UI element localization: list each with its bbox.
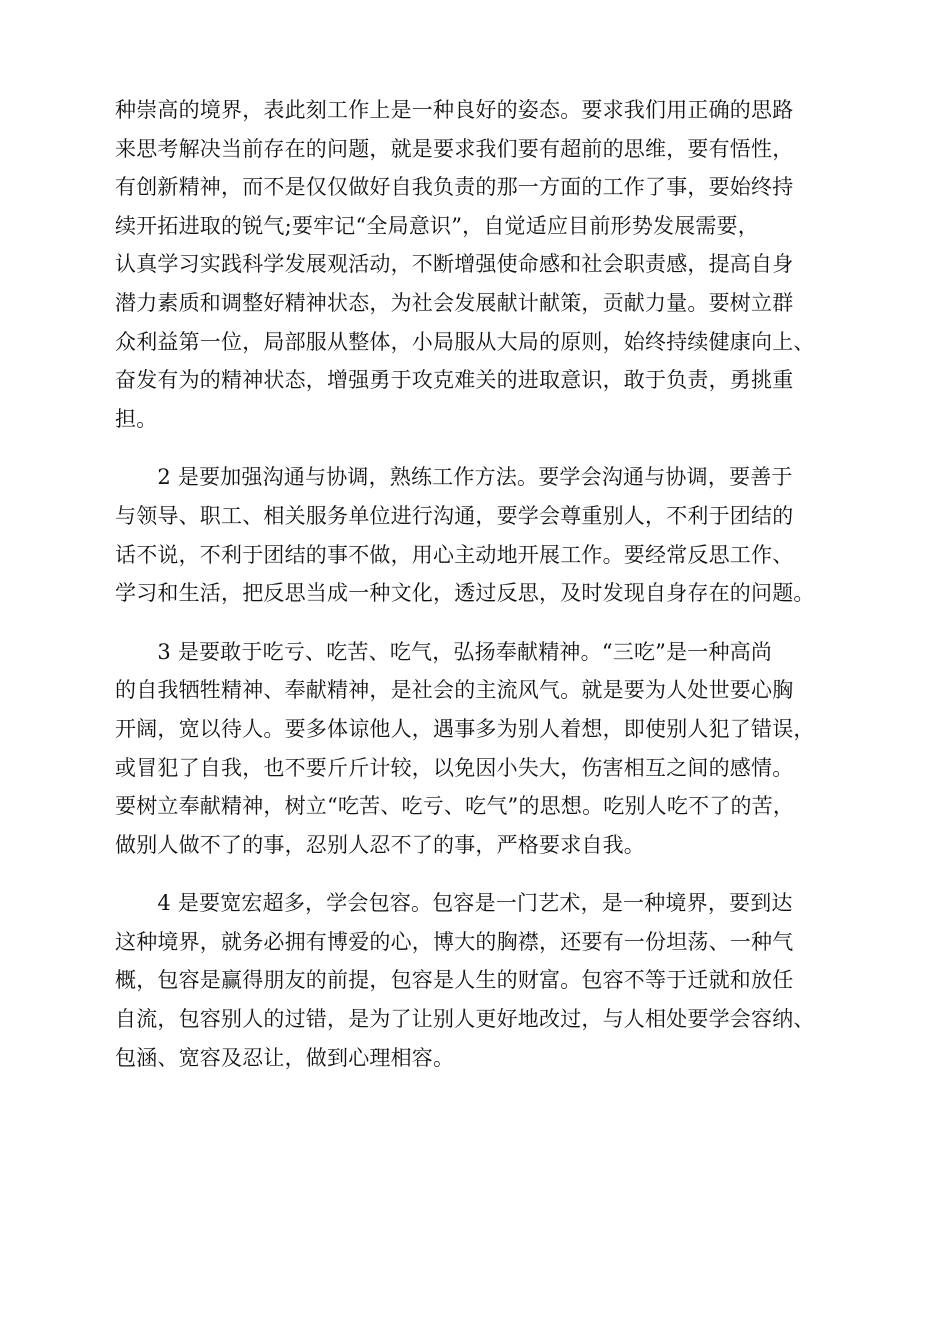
text-line: 包涵、宽容及忍让，做到心理相容。 (115, 1045, 455, 1070)
text-line: 潜力素质和调整好精神状态，为社会发展献计献策，贡献力量。要树立群 (115, 290, 794, 315)
text-line: 4 是要宽宏超多，学会包容。包容是一门艺术，是一种境界，要到达 (115, 891, 793, 916)
text-line: 要树立奉献精神，树立“吃苦、吃亏、吃气”的思想。吃别人吃不了的苦， (115, 794, 795, 819)
text-line: 做别人做不了的事，忍别人忍不了的事，严格要求自我。 (115, 832, 645, 857)
text-line: 3 是要敢于吃亏、吃苦、吃气，弘扬奉献精神。“三吃”是一种高尚 (115, 639, 773, 664)
text-line: 有创新精神，而不是仅仅做好自我负责的那一方面的工作了事，要始终持 (115, 175, 794, 200)
document-body (115, 91, 855, 1077)
text-line: 话不说，不利于团结的事不做，用心主动地开展工作。要经常反思工作、 (115, 542, 794, 567)
text-line: 认真学习实践科学发展观活动，不断增强使命感和社会职责感，提高自身 (115, 252, 794, 277)
text-line: 的自我牺牲精神、奉献精神，是社会的主流风气。就是要为人处世要心胸 (115, 678, 794, 703)
paragraph-1 (115, 91, 855, 438)
text-line: 种崇高的境界，表此刻工作上是一种良好的姿态。要求我们用正确的思路 (115, 98, 794, 122)
text-line: 担。 (115, 406, 158, 431)
text-line: 众利益第一位，局部服从整体，小局服从大局的原则，始终持续健康向上、 (115, 329, 815, 354)
paragraph-spacer (115, 613, 855, 633)
paragraph-4 (115, 884, 855, 1077)
text-line: 2 是要加强沟通与协调，熟练工作方法。要学会沟通与协调，要善于 (115, 465, 793, 490)
text-line: 概，包容是赢得朋友的前提，包容是人生的财富。包容不等于迁就和放任 (115, 968, 794, 993)
text-line: 或冒犯了自我，也不要斤斤计较，以免因小失大，伤害相互之间的感情。 (115, 755, 794, 780)
text-line: 来思考解决当前存在的问题，就是要求我们要有超前的思维，要有悟性， (115, 136, 794, 161)
text-line: 续开拓进取的锐气;要牢记“全局意识”，自觉适应目前形势发展需要， (115, 213, 759, 238)
paragraph-3 (115, 633, 855, 865)
paragraph-spacer (115, 864, 855, 884)
text-line: 这种境界，就务必拥有博爱的心，博大的胸襟，还要有一份坦荡、一种气 (115, 929, 794, 954)
text-line: 与领导、职工、相关服务单位进行沟通，要学会尊重别人，不利于团结的 (115, 503, 794, 528)
text-line: 开阔，宽以待人。要多体谅他人，遇事多为别人着想，即使别人犯了错误， (115, 716, 815, 741)
text-line: 奋发有为的精神状态，增强勇于攻克难关的进取意识，敢于负责，勇挑重 (115, 368, 794, 393)
paragraph-2 (115, 458, 855, 612)
text-line: 学习和生活，把反思当成一种文化，透过反思，及时发现自身存在的问题。 (115, 581, 815, 606)
paragraph-spacer (115, 438, 855, 458)
text-line: 自流，包容别人的过错，是为了让别人更好地改过，与人相处要学会容纳、 (115, 1007, 815, 1032)
